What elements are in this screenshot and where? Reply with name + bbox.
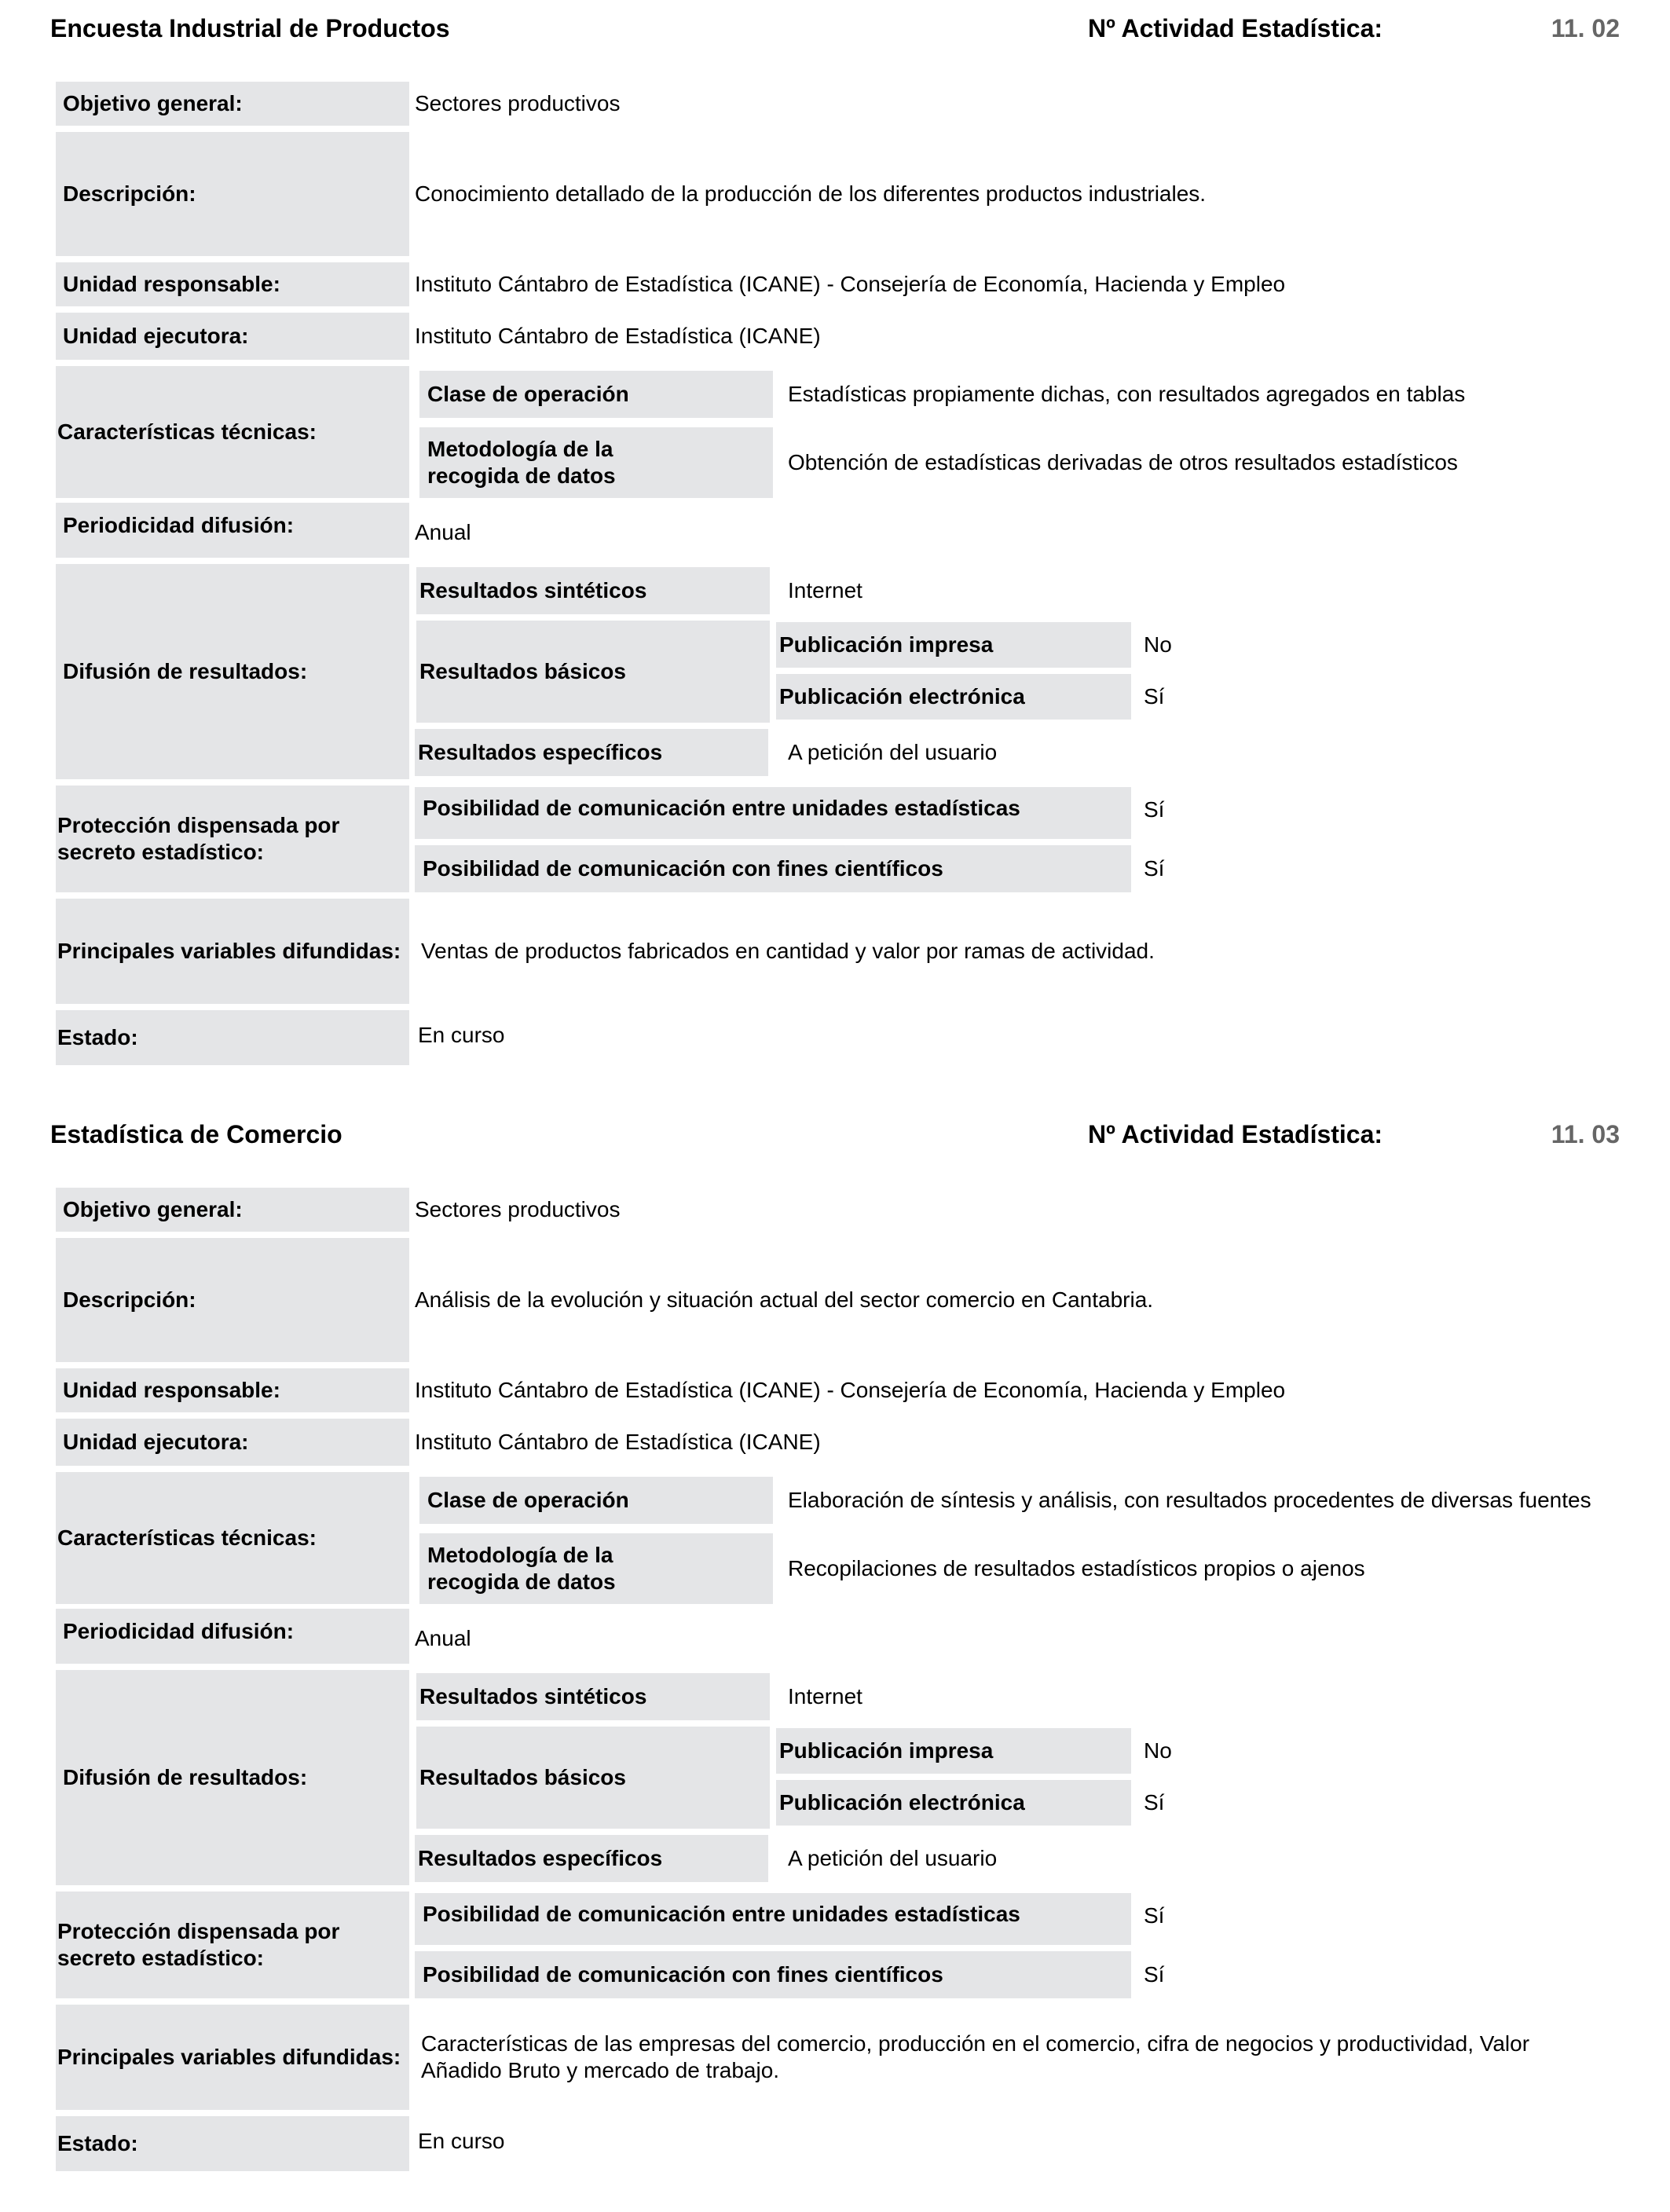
value-estado: En curso — [418, 2129, 505, 2153]
label-text: Características técnicas: — [57, 1525, 317, 1550]
value-comunicacion-unidades: Sí — [1144, 797, 1165, 822]
value-unidad-ejecutora: Instituto Cántabro de Estadística (ICANE) — [415, 324, 821, 348]
label-proteccion — [56, 786, 409, 892]
label-text: Posibilidad de comunicación con fines científicos — [423, 1962, 943, 1987]
label-resultados-sinteticos — [416, 1673, 770, 1720]
value-publicacion-impresa: No — [1144, 632, 1172, 657]
label-text: Publicación impresa — [779, 632, 994, 657]
label-publicacion-impresa — [776, 1728, 1131, 1774]
label-text: Protección dispensada por secreto estadístico: — [57, 813, 340, 864]
label-periodicidad — [56, 503, 409, 558]
value-resultados-sinteticos: Internet — [788, 1684, 862, 1708]
label-text: Resultados específicos — [418, 740, 663, 764]
label-clase-operacion — [419, 1477, 773, 1524]
label-principales-variables — [56, 2005, 409, 2110]
value-periodicidad: Anual — [415, 1626, 471, 1650]
value-clase-operacion: Estadísticas propiamente dichas, con resultados agregados en tablas — [788, 382, 1466, 406]
value-metodologia: Obtención de estadísticas derivadas de otros resultados estadísticos — [788, 450, 1458, 474]
value-objetivo-general: Sectores productivos — [415, 91, 621, 115]
value-comunicacion-cientificos: Sí — [1144, 856, 1165, 881]
activity-number: 11. 02 — [1551, 14, 1620, 42]
label-text: Difusión de resultados: — [63, 659, 308, 683]
label-descripcion — [56, 132, 409, 256]
label-difusion-resultados — [56, 1670, 409, 1885]
label-text: Posibilidad de comunicación entre unidades estadísticas — [423, 796, 1020, 820]
label-metodologia — [419, 1533, 773, 1604]
label-caracteristicas-tecnicas — [56, 366, 409, 498]
label-text: Unidad ejecutora: — [63, 324, 249, 348]
value-comunicacion-unidades: Sí — [1144, 1903, 1165, 1928]
label-text: Publicación electrónica — [779, 1790, 1025, 1815]
label-text: Resultados básicos — [419, 659, 626, 683]
label-text: Metodología de la recogida de datos — [427, 437, 616, 488]
label-text: Clase de operación — [427, 1488, 629, 1512]
label-publicacion-electronica — [776, 1780, 1131, 1826]
operation-title: Estadística de Comercio — [50, 1120, 342, 1148]
value-estado: En curso — [418, 1023, 505, 1047]
value-publicacion-impresa: No — [1144, 1738, 1172, 1763]
label-text: Publicación electrónica — [779, 684, 1025, 709]
value-comunicacion-cientificos: Sí — [1144, 1962, 1165, 1987]
value-unidad-responsable: Instituto Cántabro de Estadística (ICANE) - Consejería de Economía, Hacienda y Empleo — [415, 1378, 1286, 1402]
label-comunicacion-cientificos — [415, 1951, 1131, 1998]
value-resultados-especificos: A petición del usuario — [788, 1846, 998, 1870]
label-objetivo-general — [56, 82, 409, 126]
label-text: Clase de operación — [427, 382, 629, 406]
label-text: Publicación impresa — [779, 1738, 994, 1763]
value-objetivo-general: Sectores productivos — [415, 1197, 621, 1221]
operation-card — [0, 1106, 1670, 2212]
value-unidad-responsable: Instituto Cántabro de Estadística (ICANE) - Consejería de Economía, Hacienda y Empleo — [415, 272, 1286, 296]
value-resultados-sinteticos: Internet — [788, 578, 862, 602]
value-descripcion: Conocimiento detallado de la producción de los diferentes productos industriales. — [415, 181, 1207, 206]
label-comunicacion-unidades — [415, 787, 1131, 839]
label-resultados-especificos — [415, 1835, 768, 1882]
value-principales-variables: Ventas de productos fabricados en cantidad y valor por ramas de actividad. — [421, 939, 1155, 963]
label-comunicacion-unidades — [415, 1893, 1131, 1945]
label-publicacion-impresa — [776, 622, 1131, 668]
label-text: Periodicidad difusión: — [63, 1619, 295, 1643]
label-text: Posibilidad de comunicación entre unidades estadísticas — [423, 1902, 1020, 1926]
value-metodologia: Recopilaciones de resultados estadísticos propios o ajenos — [788, 1556, 1365, 1580]
label-unidad-responsable — [56, 1368, 409, 1412]
label-text: Unidad responsable: — [63, 1378, 280, 1402]
label-text: Estado: — [57, 2131, 138, 2155]
label-metodologia — [419, 427, 773, 498]
label-text: Descripción: — [63, 181, 196, 206]
label-proteccion — [56, 1892, 409, 1998]
label-text: Unidad ejecutora: — [63, 1430, 249, 1454]
label-resultados-basicos — [416, 621, 770, 723]
value-descripcion: Análisis de la evolución y situación actual del sector comercio en Cantabria. — [415, 1287, 1154, 1312]
label-resultados-sinteticos — [416, 567, 770, 614]
label-text: Descripción: — [63, 1287, 196, 1312]
value-resultados-especificos: A petición del usuario — [788, 740, 998, 764]
label-text: Características técnicas: — [57, 419, 317, 444]
label-difusion-resultados — [56, 564, 409, 779]
label-descripcion — [56, 1238, 409, 1362]
label-text: Resultados sintéticos — [419, 1684, 647, 1708]
label-text: Objetivo general: — [63, 91, 243, 115]
label-resultados-basicos — [416, 1727, 770, 1829]
label-text: Protección dispensada por secreto estadístico: — [57, 1919, 340, 1970]
label-estado — [56, 1010, 409, 1065]
label-objetivo-general — [56, 1188, 409, 1232]
value-publicacion-electronica: Sí — [1144, 684, 1165, 709]
label-text: Periodicidad difusión: — [63, 513, 295, 537]
value-periodicidad: Anual — [415, 520, 471, 544]
label-caracteristicas-tecnicas — [56, 1472, 409, 1604]
label-text: Estado: — [57, 1025, 138, 1049]
label-text: Metodología de la recogida de datos — [427, 1543, 616, 1594]
label-text: Difusión de resultados: — [63, 1765, 308, 1789]
label-text: Unidad responsable: — [63, 272, 280, 296]
label-resultados-especificos — [415, 729, 768, 776]
label-text: Resultados básicos — [419, 1765, 626, 1789]
label-estado — [56, 2116, 409, 2171]
activity-number-label: Nº Actividad Estadística: — [1088, 14, 1383, 42]
label-unidad-ejecutora — [56, 313, 409, 360]
label-unidad-ejecutora — [56, 1419, 409, 1466]
label-periodicidad — [56, 1609, 409, 1664]
label-principales-variables — [56, 899, 409, 1004]
label-text: Resultados sintéticos — [419, 578, 647, 602]
operation-title: Encuesta Industrial de Productos — [50, 14, 450, 42]
value-clase-operacion: Elaboración de síntesis y análisis, con resultados procedentes de diversas fuentes — [788, 1488, 1591, 1512]
label-text: Principales variables difundidas: — [57, 939, 401, 963]
label-clase-operacion — [419, 371, 773, 418]
activity-number: 11. 03 — [1551, 1120, 1620, 1148]
label-publicacion-electronica — [776, 674, 1131, 720]
label-unidad-responsable — [56, 262, 409, 306]
value-unidad-ejecutora: Instituto Cántabro de Estadística (ICANE) — [415, 1430, 821, 1454]
activity-number-label: Nº Actividad Estadística: — [1088, 1120, 1383, 1148]
label-text: Principales variables difundidas: — [57, 2045, 401, 2069]
label-text: Posibilidad de comunicación con fines científicos — [423, 856, 943, 881]
value-publicacion-electronica: Sí — [1144, 1790, 1165, 1815]
label-text: Objetivo general: — [63, 1197, 243, 1221]
label-text: Resultados específicos — [418, 1846, 663, 1870]
label-comunicacion-cientificos — [415, 845, 1131, 892]
value-principales-variables: Características de las empresas del comercio, producción en el comercio, cifra de negocios y productividad, Valor Añadido Bruto y mercado de trabajo. — [421, 2031, 1530, 2082]
